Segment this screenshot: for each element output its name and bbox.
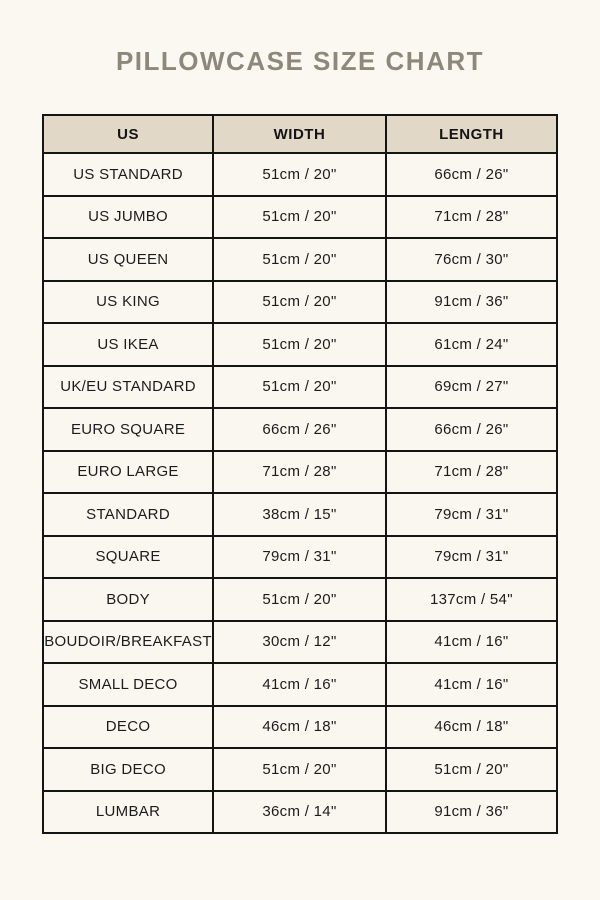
length-cell: 69cm / 27" [386,366,557,409]
table-row [43,748,557,791]
table-row [43,366,557,409]
table-row [43,791,557,834]
size-name-cell: US STANDARD [43,153,213,196]
size-name-cell: BOUDOIR/BREAKFAST [43,621,213,664]
length-cell: 41cm / 16" [386,621,557,664]
width-cell: 41cm / 16" [213,663,386,706]
page-title: PILLOWCASE SIZE CHART [115,46,485,76]
column-header-length: LENGTH [386,115,557,153]
width-cell: 51cm / 20" [213,366,386,409]
size-name-cell: EURO LARGE [43,451,213,494]
table-row [43,578,557,621]
table-row [43,451,557,494]
size-name-cell: EURO SQUARE [43,408,213,451]
size-name-cell: DECO [43,706,213,749]
table-row [43,493,557,536]
size-name-cell: US JUMBO [43,196,213,239]
width-cell: 51cm / 20" [213,153,386,196]
table-row [43,536,557,579]
header-row [43,115,557,153]
length-cell: 79cm / 31" [386,493,557,536]
table-row [43,408,557,451]
length-cell: 46cm / 18" [386,706,557,749]
width-cell: 51cm / 20" [213,578,386,621]
size-name-cell: UK/EU STANDARD [43,366,213,409]
size-name-cell: BODY [43,578,213,621]
length-cell: 51cm / 20" [386,748,557,791]
length-cell: 79cm / 31" [386,536,557,579]
column-header-width: WIDTH [213,115,386,153]
size-name-cell: US IKEA [43,323,213,366]
column-header-us: US [43,115,213,153]
size-table-body [43,153,557,833]
width-cell: 51cm / 20" [213,748,386,791]
table-row [43,238,557,281]
width-cell: 51cm / 20" [213,196,386,239]
table-row [43,323,557,366]
length-cell: 137cm / 54" [386,578,557,621]
width-cell: 51cm / 20" [213,238,386,281]
table-row [43,706,557,749]
table-row [43,196,557,239]
width-cell: 71cm / 28" [213,451,386,494]
table-row [43,153,557,196]
size-name-cell: US QUEEN [43,238,213,281]
table-row [43,621,557,664]
width-cell: 51cm / 20" [213,323,386,366]
length-cell: 91cm / 36" [386,791,557,834]
length-cell: 61cm / 24" [386,323,557,366]
size-name-cell: BIG DECO [43,748,213,791]
size-table-header [43,115,557,153]
length-cell: 71cm / 28" [386,451,557,494]
size-name-cell: LUMBAR [43,791,213,834]
width-cell: 38cm / 15" [213,493,386,536]
length-cell: 66cm / 26" [386,408,557,451]
width-cell: 46cm / 18" [213,706,386,749]
size-name-cell: US KING [43,281,213,324]
table-row [43,281,557,324]
width-cell: 51cm / 20" [213,281,386,324]
width-cell: 66cm / 26" [213,408,386,451]
length-cell: 41cm / 16" [386,663,557,706]
width-cell: 36cm / 14" [213,791,386,834]
size-name-cell: SMALL DECO [43,663,213,706]
size-table [42,114,558,834]
width-cell: 79cm / 31" [213,536,386,579]
table-row [43,663,557,706]
length-cell: 76cm / 30" [386,238,557,281]
length-cell: 91cm / 36" [386,281,557,324]
length-cell: 71cm / 28" [386,196,557,239]
width-cell: 30cm / 12" [213,621,386,664]
length-cell: 66cm / 26" [386,153,557,196]
size-name-cell: SQUARE [43,536,213,579]
size-name-cell: STANDARD [43,493,213,536]
